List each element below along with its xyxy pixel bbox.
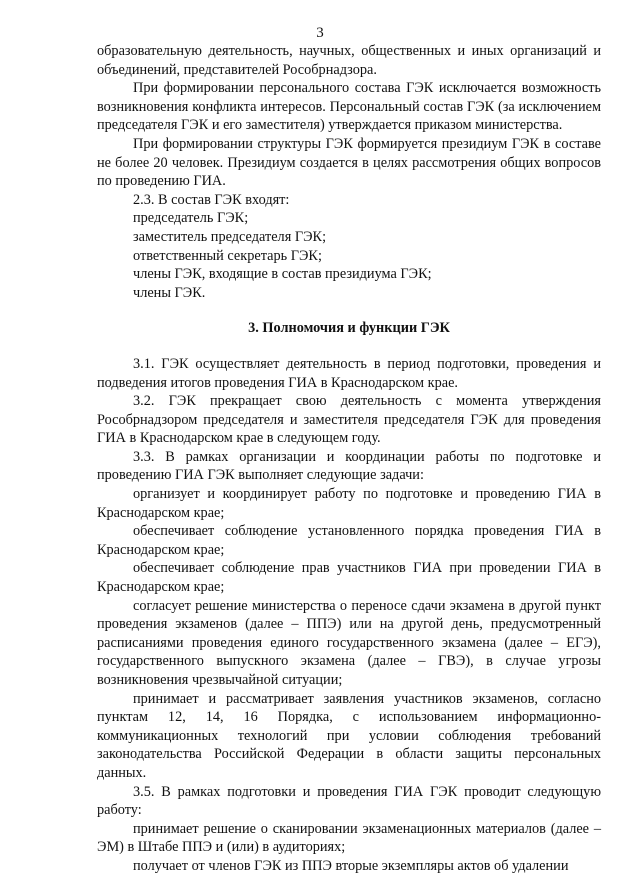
list-item: согласует решение министерства о переносе сдачи экзамена в другой пункт проведения экзаменов (далее – ППЭ) или на другой день, предусмотренный расписаниями проведения единого государственного экзамена (далее – ЕГЭ), государственного выпускного экзамена (далее – ГВЭ), в случае угрозы возникновения чрезвычайной ситуации; [97, 597, 601, 688]
list-item: принимает решение о сканировании экзаменационных материалов (далее – ЭМ) в Штабе ППЭ и (или) в аудиториях; [97, 820, 601, 856]
list-item: члены ГЭК. [133, 284, 206, 301]
list-item: ответственный секретарь ГЭК; [133, 247, 322, 264]
list-item: председатель ГЭК; [133, 210, 249, 227]
list-item: обеспечивает соблюдение прав участников ГИА при проведении ГИА в Краснодарском крае; [97, 560, 601, 596]
page-number: 3 [316, 25, 324, 41]
paragraph: 3.1. ГЭК осуществляет деятельность в период подготовки, проведения и подведения итогов проведения ГИА в Краснодарском крае. [97, 355, 601, 391]
list-item: получает от членов ГЭК из ППЭ вторые экземпляры актов об удалении [133, 857, 569, 874]
paragraph: 3.5. В рамках подготовки и проведения ГИА ГЭК проводит следующую работу: [97, 783, 601, 819]
list-item: организует и координирует работу по подготовке и проведению ГИА в Краснодарском крае; [97, 486, 601, 521]
list-item: обеспечивает соблюдение установленного порядка проведения ГИА в Краснодарском крае; [97, 523, 601, 558]
paragraph: образовательную деятельность, научных, общественных и иных организаций и объединений, представителей Рособрнадзора. [97, 43, 601, 78]
list-item: заместитель председателя ГЭК; [133, 228, 327, 245]
paragraph: При формировании персонального состава ГЭК исключается возможность возникновения конфликта интересов. Персональный состав ГЭК (за исключением председателя ГЭК и его заместителя) утверждается приказом министерства. [97, 80, 601, 134]
section-heading: 3. Полномочия и функции ГЭК [248, 320, 450, 337]
paragraph: 3.3. В рамках организации и координации работы по подготовке и проведению ГИА ГЭК выполняет следующие задачи: [97, 448, 601, 484]
section-2-3-intro: 2.3. В состав ГЭК входят: [133, 191, 290, 208]
paragraph: 3.2. ГЭК прекращает свою деятельность с момента утверждения Рособрнадзором председателя и заместителя председателя ГЭК для проведения ГИА в Краснодарском крае в следующем году. [97, 393, 601, 447]
list-item: принимает и рассматривает заявления участников экзаменов, согласно пунктам 12, 14, 16 Порядка, с использованием информационно-коммуникационных технологий при условии соблюдения требований законодательства Российской Федерации в области защиты персональных данных. [97, 690, 601, 781]
document-body [97, 42, 601, 876]
paragraph: При формировании структуры ГЭК формируется президиум ГЭК в составе не более 20 человек. Президиум создается в целях рассмотрения общих вопросов по проведению ГИА. [97, 135, 601, 190]
list-item: члены ГЭК, входящие в состав президиума ГЭК; [133, 266, 432, 283]
